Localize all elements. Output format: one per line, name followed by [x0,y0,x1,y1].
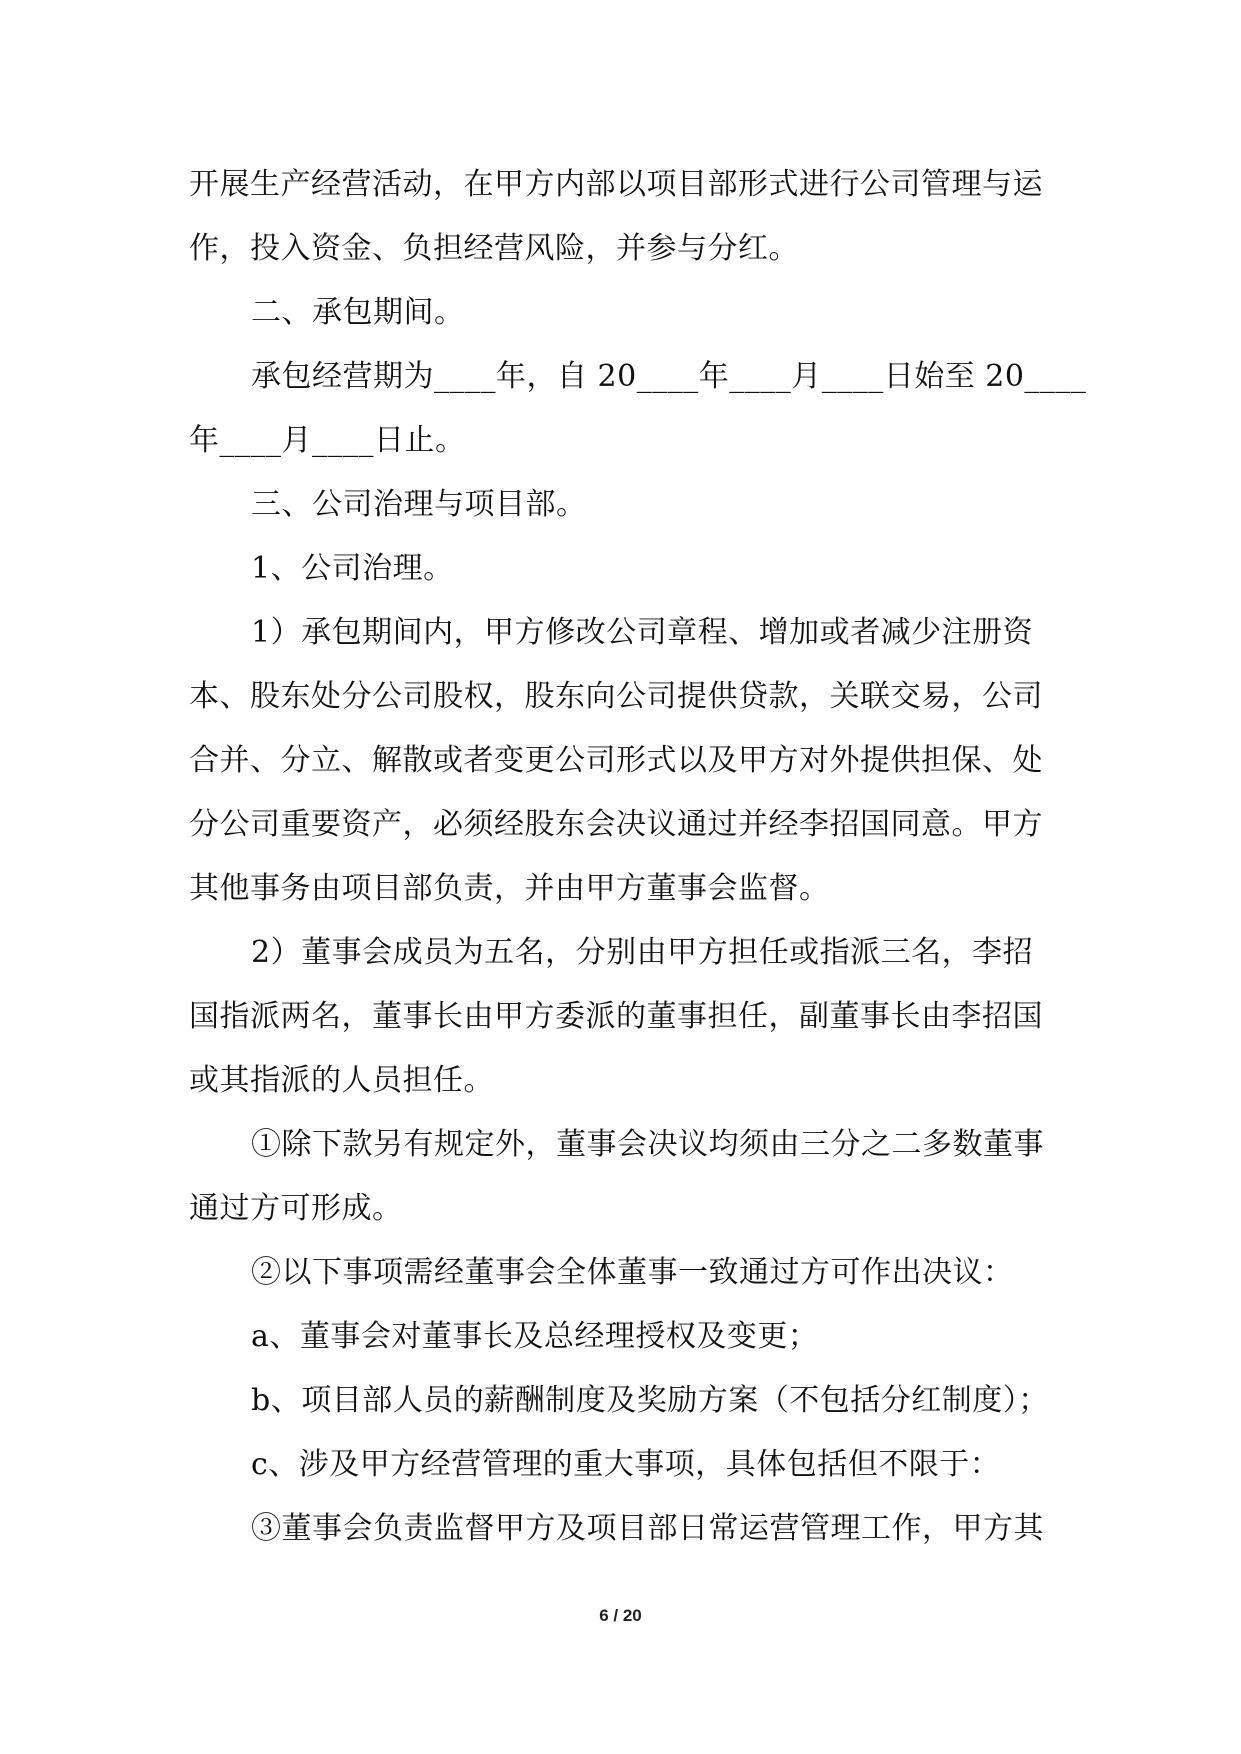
text-line-22: ③董事会负责监督甲方及项目部日常运营管理工作，甲方其 [251,1511,1044,1546]
text-line-1: 开展生产经营活动，在甲方内部以项目部形式进行公司管理与运 [189,167,1043,202]
page-number: 6 / 20 [599,1606,642,1625]
text-line-17: 通过方可形成。 [189,1191,403,1226]
text-line-2: 作，投入资金、负担经营风险，并参与分红。 [189,231,799,266]
section-heading-3: 三、公司治理与项目部。 [251,487,587,522]
text-line-18: ②以下事项需经董事会全体董事一致通过方可作出决议： [251,1255,1014,1290]
text-line-4: 承包经营期为____年，自 20____年____月____日始至 20____ [251,359,1087,394]
text-line-14: 国指派两名，董事长由甲方委派的董事担任，副董事长由李招国 [189,999,1043,1034]
text-line-16: ①除下款另有规定外，董事会决议均须由三分之二多数董事 [251,1127,1044,1162]
text-line-10: 合并、分立、解散或者变更公司形式以及甲方对外提供担保、处 [189,743,1043,778]
list-item-a: a、董事会对董事长及总经理授权及变更； [251,1319,819,1354]
section-heading-2: 二、承包期间。 [251,295,465,330]
list-item-c: c、涉及甲方经营管理的重大事项，具体包括但不限于： [251,1447,1001,1482]
text-line-13: 2）董事会成员为五名，分别由甲方担任或指派三名，李招 [251,935,1034,970]
subsection-heading-1: 1、公司治理。 [251,551,454,586]
text-line-5: 年____月____日止。 [189,423,466,458]
text-line-15: 或其指派的人员担任。 [189,1063,494,1098]
text-line-12: 其他事务由项目部负责，并由甲方董事会监督。 [189,871,830,906]
text-line-11: 分公司重要资产，必须经股东会决议通过并经李招国同意。甲方 [189,807,1043,842]
list-item-b: b、项目部人员的薪酬制度及奖励方案（不包括分红制度）； [251,1383,1049,1418]
document-body [189,158,1087,1566]
text-line-9: 本、股东处分公司股权，股东向公司提供贷款，关联交易，公司 [189,679,1043,714]
text-line-8: 1）承包期间内，甲方修改公司章程、增加或者减少注册资 [251,615,1034,650]
